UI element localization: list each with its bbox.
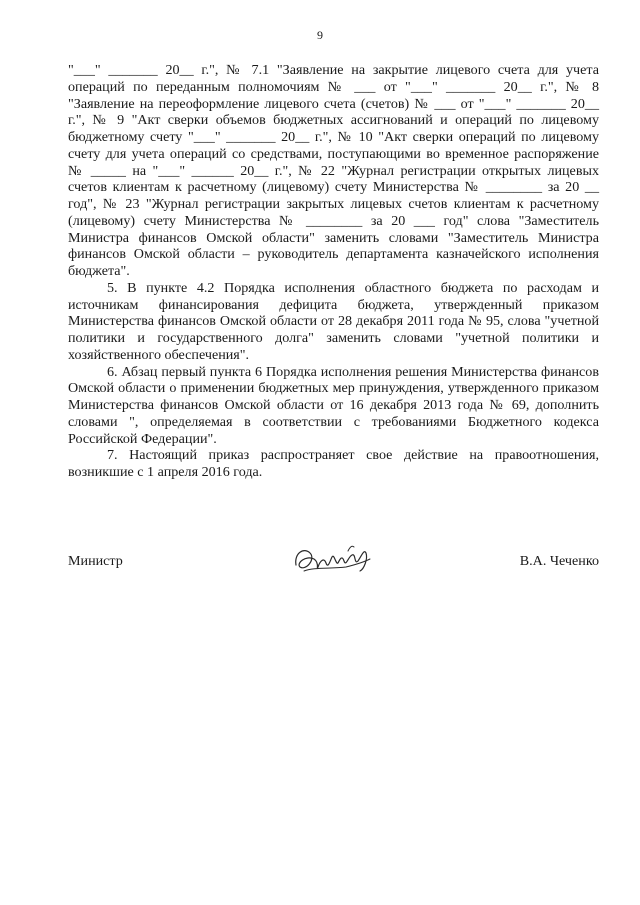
paragraph-item-6: 6. Абзац первый пункта 6 Порядка исполнения решения Министерства финансов Омской области о применении бюджетных мер принуждения, утвержденного приказом Министерства финансов Омской области от 16 декабря 2013 года № 69, дополнить словами ", определяемая в соответствии с требованиями Бюджетного кодекса Российской Федерации". (68, 363, 599, 447)
paragraph-item-7: 7. Настоящий приказ распространяет свое действие на правоотношения, возникшие с 1 апреля 2016 года. (68, 447, 599, 480)
signature-block (68, 547, 599, 587)
document-body (68, 62, 599, 481)
signature-icon (290, 541, 374, 581)
signatory-title: Министр (68, 553, 123, 569)
paragraph-continuation: "___" _______ 20__ г.", № 7.1 "Заявление на закрытие лицевого счета для учета операций по переданным полномочиям № ___ от "___" _______ 20__ г.", № 8 "Заявление на переоформление лицевого счета (счетов) № ___ от "___" _______ 20__ г.", № 9 "Акт сверки объемов бюджетных ассигнований и операций по лицевому бюджетному счету "___" _______ 20__ г.", № 10 "Акт сверки операций по лицевому счету для учета операций со средствами, поступающими во временное распоряжение № _____ на "___" ______ 20__ г.", № 22 "Журнал регистрации открытых лицевых счетов клиентам к расчетному (лицевому) счету Министерства № ________ за 20 __ год", № 23 "Журнал регистрации закрытых лицевых счетов клиентам к расчетному (лицевому) счету Министерства № ________ за 20 ___ год" слова "Заместитель Министра финансов Омской области" заменить словами "Заместитель Министра финансов Омской области – руководитель департамента казначейского исполнения бюджета". (68, 62, 599, 279)
page-number: 9 (317, 28, 323, 42)
signatory-name: В.А. Чеченко (519, 553, 599, 569)
paragraph-item-5: 5. В пункте 4.2 Порядка исполнения областного бюджета по расходам и источникам финансирования дефицита бюджета, утвержденный приказом Министерства финансов Омской области от 28 декабря 2011 года № 95, слова "учетной политики и государственного долга" заменить словами "учетной политики и хозяйственного обеспечения". (68, 279, 599, 363)
